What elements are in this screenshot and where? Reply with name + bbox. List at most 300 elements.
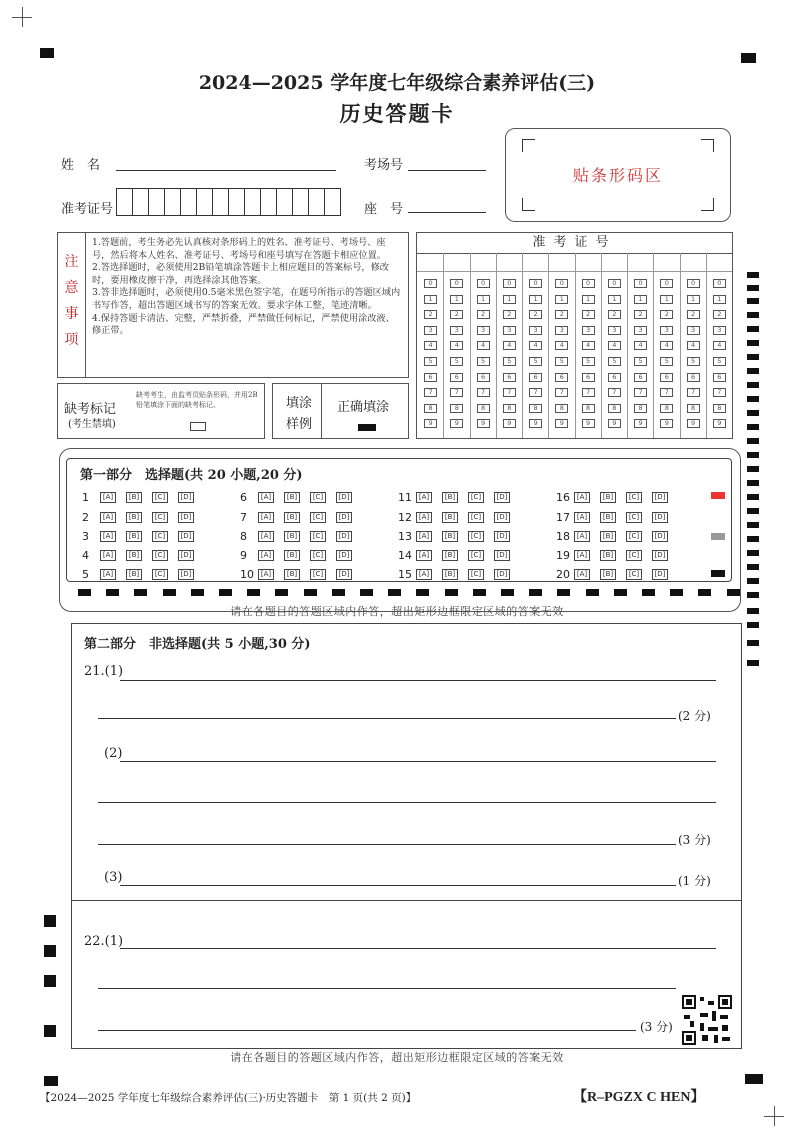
- digit-bubble[interactable]: 9: [713, 419, 726, 428]
- option-bubble-d[interactable]: [D]: [178, 531, 194, 542]
- digit-bubble[interactable]: 6: [608, 373, 621, 382]
- digit-bubble[interactable]: 1: [582, 295, 595, 304]
- digit-bubble[interactable]: 7: [687, 388, 700, 397]
- q21-3-label: (3): [104, 870, 123, 885]
- digit-bubble[interactable]: 9: [634, 419, 647, 428]
- option-bubble-c[interactable]: [C]: [468, 512, 484, 523]
- digit-bubble[interactable]: 7: [529, 388, 542, 397]
- digit-bubble[interactable]: 0: [660, 279, 673, 288]
- notice-item: 1.答题前，考生务必先认真核对条形码上的姓名、准考证号、考场号、座号，然后将本人姓名、准考证号、考场号和座号填写在答题卡相应位置。: [92, 237, 386, 261]
- option-bubble-a[interactable]: [A]: [100, 512, 116, 523]
- option-bubble-a[interactable]: [A]: [416, 492, 432, 503]
- question-number: 20: [556, 568, 570, 581]
- option-bubble-c[interactable]: [C]: [626, 531, 642, 542]
- digit-bubble[interactable]: 5: [608, 357, 621, 366]
- timing-mark-right: [747, 536, 759, 542]
- digit-bubble[interactable]: 1: [529, 295, 542, 304]
- digit-bubble[interactable]: 9: [555, 419, 568, 428]
- digit-bubble[interactable]: 0: [608, 279, 621, 288]
- question-number: 6: [240, 491, 247, 504]
- option-bubble-c[interactable]: [C]: [626, 512, 642, 523]
- name-field[interactable]: [116, 170, 336, 171]
- digit-bubble[interactable]: 5: [634, 357, 647, 366]
- digit-bubble[interactable]: 2: [713, 310, 726, 319]
- fill-example-label1: 填涂: [286, 396, 313, 411]
- option-bubble-b[interactable]: [B]: [284, 569, 300, 580]
- digit-bubble[interactable]: 4: [450, 341, 463, 350]
- position-block-bl: [44, 1076, 58, 1086]
- digit-bubble[interactable]: 3: [634, 326, 647, 335]
- timing-mark-right: [747, 396, 759, 402]
- question-number: 8: [240, 530, 247, 543]
- option-bubble-a[interactable]: [A]: [100, 569, 116, 580]
- digit-bubble[interactable]: 0: [555, 279, 568, 288]
- option-bubble-b[interactable]: [B]: [126, 512, 142, 523]
- option-bubble-a[interactable]: [A]: [258, 492, 274, 503]
- timing-mark: [191, 589, 204, 596]
- digit-bubble[interactable]: 4: [529, 341, 542, 350]
- part1-title: 第一部分 选择题(共 20 小题,20 分): [80, 468, 303, 483]
- digit-bubble[interactable]: 0: [687, 279, 700, 288]
- digit-bubble[interactable]: 8: [450, 404, 463, 413]
- digit-bubble[interactable]: 4: [687, 341, 700, 350]
- question-number: 4: [82, 549, 89, 562]
- digit-bubble[interactable]: 7: [450, 388, 463, 397]
- option-bubble-b[interactable]: [B]: [284, 531, 300, 542]
- digit-bubble[interactable]: 8: [660, 404, 673, 413]
- digit-bubble[interactable]: 2: [687, 310, 700, 319]
- digit-bubble[interactable]: 8: [503, 404, 516, 413]
- option-bubble-c[interactable]: [C]: [310, 512, 326, 523]
- digit-bubble[interactable]: 6: [713, 373, 726, 382]
- grid-write-cell[interactable]: [470, 253, 496, 272]
- question-number: 2: [82, 511, 89, 524]
- option-bubble-b[interactable]: [B]: [442, 550, 458, 561]
- digit-bubble[interactable]: 8: [582, 404, 595, 413]
- digit-bubble[interactable]: 4: [477, 341, 490, 350]
- question-number: 5: [82, 568, 89, 581]
- digit-bubble[interactable]: 2: [608, 310, 621, 319]
- digit-bubble[interactable]: 1: [687, 295, 700, 304]
- option-bubble-b[interactable]: [B]: [442, 569, 458, 580]
- digit-bubble[interactable]: 4: [582, 341, 595, 350]
- grid-write-cell[interactable]: [522, 253, 548, 272]
- timing-mark-right: [747, 438, 759, 444]
- grid-column-separator: [522, 253, 523, 438]
- digit-bubble[interactable]: 4: [634, 341, 647, 350]
- seat-field[interactable]: [408, 212, 486, 213]
- digit-bubble[interactable]: 5: [424, 357, 437, 366]
- digit-bubble[interactable]: 9: [687, 419, 700, 428]
- digit-bubble[interactable]: 7: [477, 388, 490, 397]
- question-number: 17: [556, 511, 570, 524]
- option-bubble-b[interactable]: [B]: [600, 531, 616, 542]
- notice-side-title: 注 意 事 项: [58, 233, 86, 377]
- digit-bubble[interactable]: 5: [477, 357, 490, 366]
- option-bubble-a[interactable]: [A]: [100, 492, 116, 503]
- digit-bubble[interactable]: 6: [582, 373, 595, 382]
- digit-bubble[interactable]: 9: [477, 419, 490, 428]
- digit-bubble[interactable]: 0: [713, 279, 726, 288]
- option-bubble-b[interactable]: [B]: [600, 492, 616, 503]
- grid-write-cell[interactable]: [443, 253, 469, 272]
- option-bubble-a[interactable]: [A]: [258, 531, 274, 542]
- digit-bubble[interactable]: 6: [477, 373, 490, 382]
- digit-bubble[interactable]: 1: [503, 295, 516, 304]
- digit-bubble[interactable]: 7: [713, 388, 726, 397]
- option-bubble-c[interactable]: [C]: [626, 492, 642, 503]
- option-bubble-c[interactable]: [C]: [310, 492, 326, 503]
- question-number: 14: [398, 549, 412, 562]
- digit-bubble[interactable]: 1: [555, 295, 568, 304]
- digit-bubble[interactable]: 5: [660, 357, 673, 366]
- digit-bubble[interactable]: 0: [634, 279, 647, 288]
- digit-bubble[interactable]: 2: [582, 310, 595, 319]
- grid-write-cell[interactable]: [548, 253, 574, 272]
- color-mark-grey: [711, 533, 725, 540]
- digit-bubble[interactable]: 8: [529, 404, 542, 413]
- digit-bubble[interactable]: 3: [555, 326, 568, 335]
- option-bubble-c[interactable]: [C]: [310, 531, 326, 542]
- option-bubble-d[interactable]: [D]: [494, 512, 510, 523]
- grid-write-cell[interactable]: [680, 253, 706, 272]
- digit-bubble[interactable]: 3: [477, 326, 490, 335]
- question-number: 13: [398, 530, 412, 543]
- digit-bubble[interactable]: 7: [555, 388, 568, 397]
- timing-mark: [529, 589, 542, 596]
- timing-mark-right: [747, 410, 759, 416]
- option-bubble-c[interactable]: [C]: [310, 569, 326, 580]
- digit-bubble[interactable]: 8: [555, 404, 568, 413]
- digit-bubble[interactable]: 9: [424, 419, 437, 428]
- option-bubble-c[interactable]: [C]: [468, 550, 484, 561]
- digit-bubble[interactable]: 9: [450, 419, 463, 428]
- digit-bubble[interactable]: 6: [529, 373, 542, 382]
- option-bubble-d[interactable]: [D]: [178, 492, 194, 503]
- option-bubble-b[interactable]: [B]: [600, 550, 616, 561]
- q21-2-label: (2): [104, 746, 123, 761]
- option-bubble-d[interactable]: [D]: [336, 531, 352, 542]
- option-bubble-d[interactable]: [D]: [336, 550, 352, 561]
- timing-mark-right: [747, 368, 759, 374]
- option-bubble-d[interactable]: [D]: [652, 531, 668, 542]
- timing-mark-right: [747, 354, 759, 360]
- page-subtitle: 历史答题卡: [339, 101, 455, 126]
- digit-bubble[interactable]: 8: [634, 404, 647, 413]
- filled-bubble-example: [358, 424, 376, 431]
- option-bubble-a[interactable]: [A]: [574, 512, 590, 523]
- digit-bubble[interactable]: 4: [660, 341, 673, 350]
- digit-bubble[interactable]: 3: [713, 326, 726, 335]
- digit-bubble[interactable]: 5: [582, 357, 595, 366]
- position-block-br: [745, 1074, 763, 1084]
- digit-bubble[interactable]: 1: [450, 295, 463, 304]
- option-bubble-a[interactable]: [A]: [574, 492, 590, 503]
- option-bubble-b[interactable]: [B]: [126, 492, 142, 503]
- digit-bubble[interactable]: 7: [424, 388, 437, 397]
- digit-bubble[interactable]: 2: [477, 310, 490, 319]
- name-label: 姓 名: [61, 158, 101, 173]
- option-bubble-d[interactable]: [D]: [336, 492, 352, 503]
- option-bubble-b[interactable]: [B]: [284, 550, 300, 561]
- grid-write-cell[interactable]: [706, 253, 732, 272]
- option-bubble-c[interactable]: [C]: [468, 531, 484, 542]
- option-bubble-b[interactable]: [B]: [126, 569, 142, 580]
- notice-item: 4.保持答题卡清洁、完整，严禁折叠，严禁做任何标记，严禁使用涂改液、修正带。: [92, 312, 395, 337]
- option-bubble-c[interactable]: [C]: [152, 550, 168, 561]
- digit-bubble[interactable]: 6: [450, 373, 463, 382]
- digit-bubble[interactable]: 3: [660, 326, 673, 335]
- option-bubble-c[interactable]: [C]: [626, 569, 642, 580]
- timing-mark-right: [747, 272, 759, 278]
- option-bubble-d[interactable]: [D]: [652, 569, 668, 580]
- digit-bubble[interactable]: 8: [477, 404, 490, 413]
- digit-bubble[interactable]: 6: [634, 373, 647, 382]
- digit-bubble[interactable]: 6: [503, 373, 516, 382]
- digit-bubble[interactable]: 7: [582, 388, 595, 397]
- answer-line[interactable]: [98, 988, 676, 989]
- grid-column-separator: [470, 253, 471, 438]
- digit-bubble[interactable]: 1: [634, 295, 647, 304]
- exam-room-field[interactable]: [408, 170, 486, 171]
- digit-bubble[interactable]: 4: [555, 341, 568, 350]
- answer-line[interactable]: [120, 948, 716, 949]
- digit-bubble[interactable]: 0: [450, 279, 463, 288]
- digit-bubble[interactable]: 6: [687, 373, 700, 382]
- timing-mark: [727, 589, 740, 596]
- digit-bubble[interactable]: 8: [687, 404, 700, 413]
- grid-title: 准考证号: [417, 233, 732, 254]
- digit-bubble[interactable]: 2: [634, 310, 647, 319]
- digit-bubble[interactable]: 6: [424, 373, 437, 382]
- answer-line[interactable]: [98, 844, 676, 845]
- grid-write-cell[interactable]: [601, 253, 627, 272]
- ticket-number-grid: [416, 232, 733, 439]
- digit-bubble[interactable]: 0: [477, 279, 490, 288]
- digit-bubble[interactable]: 4: [424, 341, 437, 350]
- digit-bubble[interactable]: 3: [529, 326, 542, 335]
- option-bubble-d[interactable]: [D]: [178, 569, 194, 580]
- option-bubble-a[interactable]: [A]: [416, 531, 432, 542]
- answer-line[interactable]: [98, 718, 676, 719]
- timing-mark-right: [747, 550, 759, 556]
- answer-line[interactable]: [98, 802, 716, 803]
- option-bubble-c[interactable]: [C]: [152, 531, 168, 542]
- digit-bubble[interactable]: 6: [555, 373, 568, 382]
- option-bubble-a[interactable]: [A]: [574, 531, 590, 542]
- option-bubble-b[interactable]: [B]: [126, 550, 142, 561]
- digit-bubble[interactable]: 2: [660, 310, 673, 319]
- digit-bubble[interactable]: 0: [503, 279, 516, 288]
- option-bubble-a[interactable]: [A]: [258, 512, 274, 523]
- fill-example-box: [272, 383, 409, 439]
- digit-bubble[interactable]: 5: [713, 357, 726, 366]
- digit-bubble[interactable]: 5: [555, 357, 568, 366]
- option-bubble-c[interactable]: [C]: [626, 550, 642, 561]
- digit-bubble[interactable]: 9: [529, 419, 542, 428]
- timing-mark-left: [44, 1025, 56, 1037]
- digit-bubble[interactable]: 7: [634, 388, 647, 397]
- digit-bubble[interactable]: 3: [450, 326, 463, 335]
- timing-mark: [304, 589, 317, 596]
- option-bubble-d[interactable]: [D]: [178, 550, 194, 561]
- option-bubble-c[interactable]: [C]: [152, 512, 168, 523]
- option-bubble-b[interactable]: [B]: [442, 492, 458, 503]
- digit-bubble[interactable]: 2: [450, 310, 463, 319]
- option-bubble-d[interactable]: [D]: [494, 492, 510, 503]
- timing-mark: [247, 589, 260, 596]
- digit-bubble[interactable]: 5: [529, 357, 542, 366]
- option-bubble-c[interactable]: [C]: [468, 569, 484, 580]
- grid-column-separator: [680, 253, 681, 438]
- digit-bubble[interactable]: 4: [608, 341, 621, 350]
- timing-mark: [106, 589, 119, 596]
- digit-bubble[interactable]: 3: [608, 326, 621, 335]
- option-bubble-a[interactable]: [A]: [100, 550, 116, 561]
- option-bubble-a[interactable]: [A]: [100, 531, 116, 542]
- question-number: 18: [556, 530, 570, 543]
- digit-bubble[interactable]: 3: [424, 326, 437, 335]
- question-number: 3: [82, 530, 89, 543]
- option-bubble-d[interactable]: [D]: [336, 512, 352, 523]
- option-bubble-a[interactable]: [A]: [416, 569, 432, 580]
- part2-title: 第二部分 非选择题(共 5 小题,30 分): [84, 637, 311, 652]
- digit-bubble[interactable]: 9: [608, 419, 621, 428]
- footer-text: 【2024—2025 学年度七年级综合素养评估(三)·历史答题卡 第 1 页(共 2 页)】: [40, 1092, 417, 1104]
- option-bubble-d[interactable]: [D]: [178, 512, 194, 523]
- score-q21-1: (2 分): [678, 709, 711, 723]
- option-bubble-b[interactable]: [B]: [442, 512, 458, 523]
- digit-bubble[interactable]: 3: [687, 326, 700, 335]
- timing-mark: [360, 589, 373, 596]
- answer-line[interactable]: [120, 761, 716, 762]
- digit-bubble[interactable]: 9: [503, 419, 516, 428]
- digit-bubble[interactable]: 9: [660, 419, 673, 428]
- grid-write-cell[interactable]: [496, 253, 522, 272]
- digit-bubble[interactable]: 1: [608, 295, 621, 304]
- question-number: 12: [398, 511, 412, 524]
- option-bubble-c[interactable]: [C]: [152, 569, 168, 580]
- divider: [71, 900, 741, 901]
- crop-mark-tl-v: [22, 7, 23, 27]
- timing-mark-right: [747, 326, 759, 332]
- option-bubble-d[interactable]: [D]: [652, 492, 668, 503]
- digit-bubble[interactable]: 8: [608, 404, 621, 413]
- notice-item: 2.答选择题时，必须使用2B铅笔填涂答题卡上相应题目的答案标号，修改时，要用橡皮擦干净，再选择涂其他答案。: [92, 262, 389, 286]
- part2-box: [71, 623, 742, 1049]
- absence-checkbox[interactable]: [190, 422, 206, 431]
- grid-write-cell[interactable]: [627, 253, 653, 272]
- timing-mark: [473, 589, 486, 596]
- option-bubble-c[interactable]: [C]: [152, 492, 168, 503]
- score-q21-2: (3 分): [678, 833, 711, 847]
- digit-bubble[interactable]: 8: [424, 404, 437, 413]
- option-bubble-a[interactable]: [A]: [416, 512, 432, 523]
- digit-bubble[interactable]: 7: [660, 388, 673, 397]
- option-bubble-c[interactable]: [C]: [310, 550, 326, 561]
- digit-bubble[interactable]: 2: [424, 310, 437, 319]
- option-bubble-d[interactable]: [D]: [652, 512, 668, 523]
- answer-line[interactable]: [120, 885, 676, 886]
- q22-1-label: 22.(1): [84, 934, 124, 949]
- option-bubble-a[interactable]: [A]: [258, 569, 274, 580]
- digit-bubble[interactable]: 7: [608, 388, 621, 397]
- timing-mark: [614, 589, 627, 596]
- digit-bubble[interactable]: 6: [660, 373, 673, 382]
- grid-write-cell[interactable]: [575, 253, 601, 272]
- digit-bubble[interactable]: 1: [713, 295, 726, 304]
- digit-bubble[interactable]: 2: [529, 310, 542, 319]
- digit-bubble[interactable]: 0: [582, 279, 595, 288]
- timing-mark-right: [747, 608, 759, 614]
- warning-bottom: 请在各题目的答题区域内作答，超出矩形边框限定区域的答案无效: [230, 1051, 564, 1064]
- option-bubble-a[interactable]: [A]: [416, 550, 432, 561]
- digit-bubble[interactable]: 4: [713, 341, 726, 350]
- grid-write-cell[interactable]: [417, 253, 443, 272]
- digit-bubble[interactable]: 5: [687, 357, 700, 366]
- grid-write-cell[interactable]: [653, 253, 679, 272]
- warning-top: 请在各题目的答题区域内作答，超出矩形边框限定区域的答案无效: [230, 605, 564, 618]
- option-bubble-d[interactable]: [D]: [494, 550, 510, 561]
- timing-mark-right: [747, 312, 759, 318]
- color-mark-black: [711, 570, 725, 577]
- option-bubble-a[interactable]: [A]: [574, 569, 590, 580]
- crop-mark-br-v: [774, 1106, 775, 1126]
- grid-column-separator: [706, 253, 707, 438]
- option-bubble-d[interactable]: [D]: [494, 569, 510, 580]
- q21-1-label: 21.(1): [84, 664, 124, 679]
- digit-bubble[interactable]: 5: [503, 357, 516, 366]
- option-bubble-c[interactable]: [C]: [468, 492, 484, 503]
- digit-bubble[interactable]: 1: [424, 295, 437, 304]
- option-bubble-b[interactable]: [B]: [126, 531, 142, 542]
- option-bubble-b[interactable]: [B]: [600, 569, 616, 580]
- digit-bubble[interactable]: 3: [503, 326, 516, 335]
- answer-line[interactable]: [98, 1030, 636, 1031]
- digit-bubble[interactable]: 1: [477, 295, 490, 304]
- digit-bubble[interactable]: 4: [503, 341, 516, 350]
- digit-bubble[interactable]: 1: [660, 295, 673, 304]
- timing-mark-right: [747, 382, 759, 388]
- ticket-number-boxes[interactable]: [116, 188, 341, 214]
- option-bubble-b[interactable]: [B]: [284, 512, 300, 523]
- question-number: 9: [240, 549, 247, 562]
- timing-mark-right: [747, 660, 759, 666]
- digit-bubble[interactable]: 8: [713, 404, 726, 413]
- digit-bubble[interactable]: 0: [424, 279, 437, 288]
- digit-bubble[interactable]: 0: [529, 279, 542, 288]
- answer-line[interactable]: [120, 680, 716, 681]
- option-bubble-a[interactable]: [A]: [574, 550, 590, 561]
- option-bubble-d[interactable]: [D]: [652, 550, 668, 561]
- question-number: 10: [240, 568, 254, 581]
- digit-bubble[interactable]: 3: [582, 326, 595, 335]
- option-bubble-d[interactable]: [D]: [336, 569, 352, 580]
- digit-bubble[interactable]: 7: [503, 388, 516, 397]
- option-bubble-b[interactable]: [B]: [442, 531, 458, 542]
- timing-mark: [78, 589, 91, 596]
- digit-bubble[interactable]: 2: [555, 310, 568, 319]
- option-bubble-b[interactable]: [B]: [284, 492, 300, 503]
- digit-bubble[interactable]: 2: [503, 310, 516, 319]
- digit-bubble[interactable]: 9: [582, 419, 595, 428]
- grid-column-separator: [627, 253, 628, 438]
- timing-mark: [642, 589, 655, 596]
- option-bubble-a[interactable]: [A]: [258, 550, 274, 561]
- option-bubble-b[interactable]: [B]: [600, 512, 616, 523]
- digit-bubble[interactable]: 5: [450, 357, 463, 366]
- option-bubble-d[interactable]: [D]: [494, 531, 510, 542]
